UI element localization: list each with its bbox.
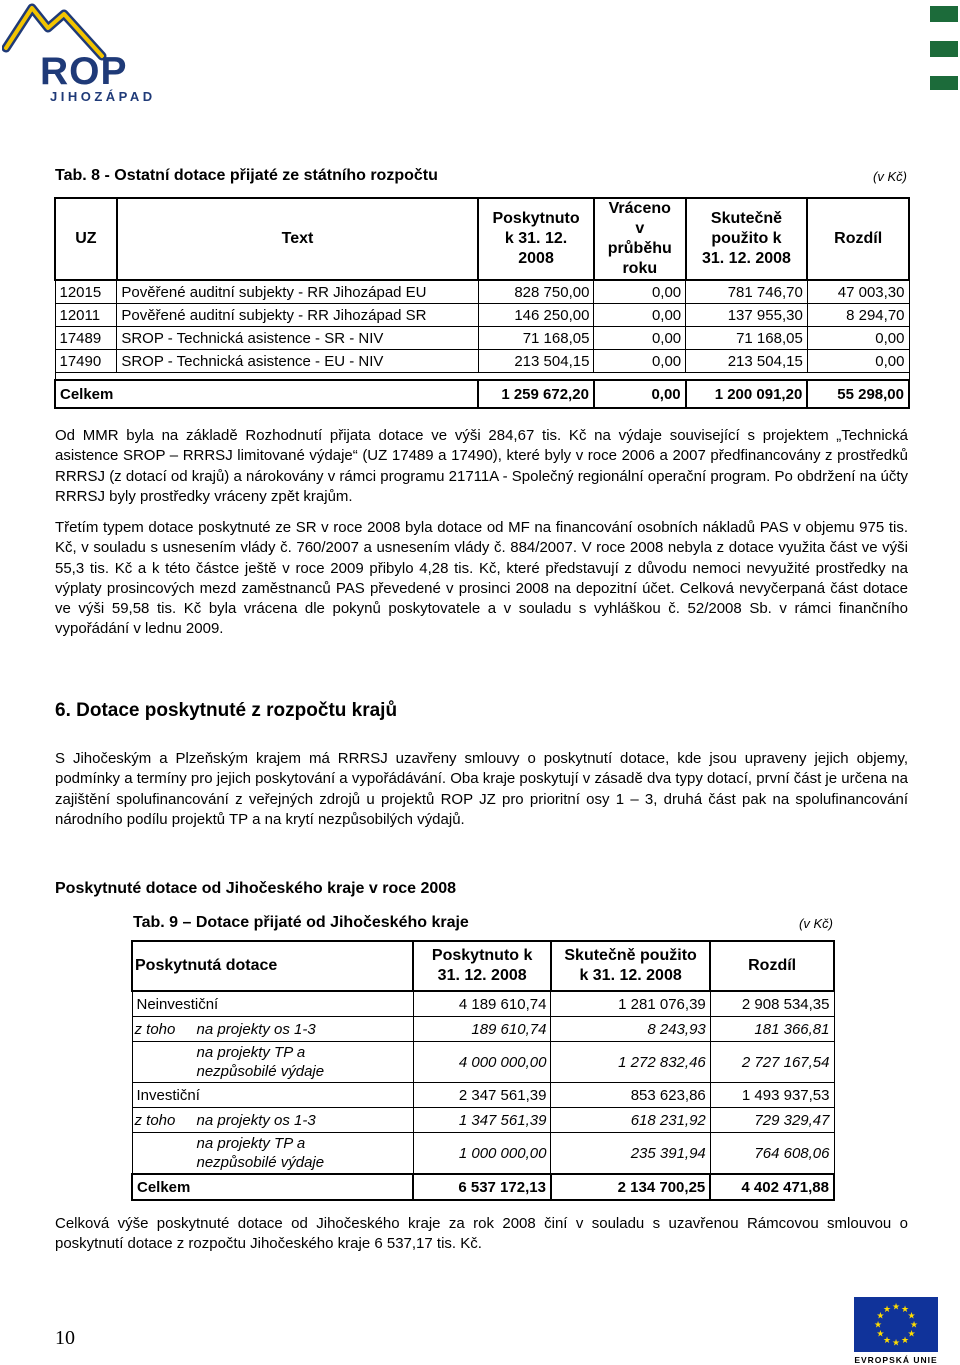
cell-label: na projekty TP a nezpůsobilé výdaje	[132, 1133, 413, 1175]
table8-header-poskytnuto: Poskytnuto k 31. 12. 2008	[478, 198, 594, 280]
paragraph-smlouvy-kraje: S Jihočeským a Plzeňským krajem má RRRSJ uzavřeny smlouvy o poskytnutí dotace, kde jsou upraveny jejich objemy, podmínky a termíny pro jejich poskytování a vypořádávání. Oba kraje poskytují v zásadě dva typy dotací, první část je určena na zajištění spolufinancování z veřejných zdrojů u projektů ROP JZ pro prioritní osy 1 – 3, druhá část pak na spolufinancování národního podílu projektů TP a na krytí nezpůsobilých výdajů.	[55, 750, 908, 828]
table9	[131, 940, 835, 1201]
table9-header-rozdil: Rozdíl	[710, 941, 834, 991]
table-row	[132, 1017, 834, 1042]
cell-text: SROP - Technická asistence - SR - NIV	[117, 327, 478, 350]
cell-vraceno: 0,00	[594, 350, 686, 373]
table8-caption	[55, 167, 907, 187]
table-row	[55, 350, 909, 373]
cell-rozdil: 47 003,30	[807, 280, 909, 304]
logo-text-rop: ROP	[40, 50, 128, 93]
table-row	[55, 304, 909, 327]
cell-poskytnuto: 4 000 000,00	[413, 1042, 551, 1083]
section-heading-6: 6. Dotace poskytnuté z rozpočtu krajů	[55, 700, 398, 721]
cell-poskytnuto: 4 189 610,74	[413, 991, 551, 1017]
total-vraceno: 0,00	[594, 380, 686, 408]
cell-rozdil: 729 329,47	[710, 1108, 834, 1133]
cell-poskytnuto: 146 250,00	[478, 304, 594, 327]
eu-star-icon: ★	[873, 1319, 883, 1330]
table-row	[55, 280, 909, 304]
table-row	[55, 327, 909, 350]
eu-logo	[854, 1297, 938, 1365]
total-rozdil: 4 402 471,88	[710, 1174, 834, 1200]
cell-vraceno: 0,00	[594, 280, 686, 304]
table9-unit: (v Kč)	[799, 916, 833, 931]
cell-text: SROP - Technická asistence - EU - NIV	[117, 350, 478, 373]
table8-header-rozdil: Rozdíl	[807, 198, 909, 280]
cell-rozdil: 2 908 534,35	[710, 991, 834, 1017]
table-row	[132, 991, 834, 1017]
cell-label: Investiční	[132, 1083, 413, 1108]
table8-header-row	[55, 198, 909, 280]
table8-spacer	[55, 373, 909, 381]
eu-star-icon: ★	[900, 1303, 910, 1314]
table8	[54, 197, 910, 409]
cell-pouzito: 235 391,94	[551, 1133, 710, 1175]
cell-label: na projekty TP a nezpůsobilé výdaje	[132, 1042, 413, 1083]
eu-star-icon: ★	[909, 1319, 919, 1330]
total-pouzito: 2 134 700,25	[551, 1174, 710, 1200]
cell-poskytnuto: 1 000 000,00	[413, 1133, 551, 1175]
cell-poskytnuto: 2 347 561,39	[413, 1083, 551, 1108]
paragraph-mf-dotace: Třetím typem dotace poskytnuté ze SR v roce 2008 byla dotace od MF na financování osobních nákladů PAS v objemu 975 tis. Kč, v souladu s usnesením vlády č. 760/2007 a usnesením vlády č. 884/2007. V roce 2008 nebyla z dotace využita část ve výši 55,3 tis. Kč a k této částce ještě v roce 2009 přibylo 4,28 tis. Kč, které představují z důvodu nemoci nevyužité prostředky na výplaty prosincových mezd zaměstnanců PAS převedené v prosinci 2008 na depozitní účet. Celková nevyčerpaná část dotace ve výši 59,58 tis. Kč byla vrácena dle pokynů poskytovatele a v souladu s vyhláškou č. 52/2008 Sb. v rámci finančního vypořádání v lednu 2009.	[55, 519, 908, 638]
eu-star-icon: ★	[876, 1328, 885, 1339]
cell-rozdil: 181 366,81	[710, 1017, 834, 1042]
cell-rozdil: 0,00	[807, 350, 909, 373]
corner-decoration	[930, 6, 958, 90]
table8-total-row	[55, 380, 909, 408]
table-row	[132, 1042, 834, 1083]
eu-star-icon: ★	[900, 1335, 910, 1346]
table8-header-vraceno: Vráceno v průběhu roku	[594, 198, 686, 280]
cell-label: z toho na projekty os 1-3	[132, 1017, 413, 1042]
table9-caption	[133, 914, 833, 934]
cell-rozdil: 2 727 167,54	[710, 1042, 834, 1083]
cell-rozdil: 8 294,70	[807, 304, 909, 327]
table-row	[132, 1133, 834, 1175]
table-row	[132, 1108, 834, 1133]
table8-header-skutecne: Skutečně použito k 31. 12. 2008	[686, 198, 808, 280]
paragraph-mmr-dotace: Od MMR byla na základě Rozhodnutí přijata dotace ve výši 284,67 tis. Kč na výdaje související s projektem „Technická asistence SROP – RRRSJ limitované výdaje“ (UZ 17489 a 17490), které byly v roce 2006 a 2007 předfinancovány z prostředků RRRSJ (z dotací od krajů) a nárokovány v rámci programu 21711A - Společný regionální operační program. Po obdržení na účty RRRSJ byly prostředky vráceny zpět krajům.	[55, 427, 908, 505]
cell-poskytnuto: 189 610,74	[413, 1017, 551, 1042]
cell-poskytnuto: 71 168,05	[478, 327, 594, 350]
cell-pouzito: 618 231,92	[551, 1108, 710, 1133]
cell-rozdil: 764 608,06	[710, 1133, 834, 1175]
cell-rozdil: 0,00	[807, 327, 909, 350]
table-row	[132, 1083, 834, 1108]
total-pouzito: 1 200 091,20	[686, 380, 808, 408]
total-rozdil: 55 298,00	[807, 380, 909, 408]
total-label: Celkem	[55, 380, 478, 408]
cell-pouzito: 1 281 076,39	[551, 991, 710, 1017]
cell-pouzito: 1 272 832,46	[551, 1042, 710, 1083]
cell-poskytnuto: 213 504,15	[478, 350, 594, 373]
cell-label: Neinvestiční	[132, 991, 413, 1017]
eu-star-icon: ★	[882, 1303, 892, 1314]
cell-vraceno: 0,00	[594, 304, 686, 327]
cell-uz: 17489	[55, 327, 117, 350]
cell-pouzito: 137 955,30	[686, 304, 808, 327]
total-label: Celkem	[132, 1174, 413, 1200]
cell-text: Pověřené auditní subjekty - RR Jihozápad EU	[117, 280, 478, 304]
table9-title: Tab. 9 – Dotace přijaté od Jihočeského kraje	[133, 914, 469, 931]
eu-star-icon: ★	[907, 1310, 916, 1321]
cell-text: Pověřené auditní subjekty - RR Jihozápad SR	[117, 304, 478, 327]
total-poskytnuto: 1 259 672,20	[478, 380, 594, 408]
eu-star-icon: ★	[876, 1310, 885, 1321]
cell-uz: 17490	[55, 350, 117, 373]
cell-vraceno: 0,00	[594, 327, 686, 350]
table8-header-text: Text	[117, 198, 478, 280]
page-number: 10	[55, 1327, 75, 1349]
table8-title: Tab. 8 - Ostatní dotace přijaté ze státního rozpočtu	[55, 167, 438, 184]
table8-unit: (v Kč)	[873, 169, 907, 184]
cell-uz: 12015	[55, 280, 117, 304]
eu-star-icon: ★	[891, 1301, 901, 1312]
logo-text-jihozapad: JIHOZÁPAD	[50, 89, 156, 104]
cell-poskytnuto: 1 347 561,39	[413, 1108, 551, 1133]
cell-pouzito: 213 504,15	[686, 350, 808, 373]
table9-header-row	[132, 941, 834, 991]
total-poskytnuto: 6 537 172,13	[413, 1174, 551, 1200]
table9-header-poskytnuto: Poskytnuto k 31. 12. 2008	[413, 941, 551, 991]
cell-rozdil: 1 493 937,53	[710, 1083, 834, 1108]
cell-pouzito: 71 168,05	[686, 327, 808, 350]
cell-pouzito: 8 243,93	[551, 1017, 710, 1042]
table8-header-uz: UZ	[55, 198, 117, 280]
eu-star-icon: ★	[907, 1328, 916, 1339]
table9-total-row	[132, 1174, 834, 1200]
rop-jihozapad-logo	[2, 2, 162, 106]
cell-pouzito: 781 746,70	[686, 280, 808, 304]
subheading-jihocesky-kraj: Poskytnuté dotace od Jihočeského kraje v roce 2008	[55, 880, 457, 897]
eu-star-icon: ★	[882, 1335, 892, 1346]
table9-header-dotace: Poskytnutá dotace	[132, 941, 413, 991]
eu-star-icon: ★	[891, 1337, 901, 1348]
cell-label: z toho na projekty os 1-3	[132, 1108, 413, 1133]
eu-label: EVROPSKÁ UNIE	[854, 1355, 938, 1365]
cell-uz: 12011	[55, 304, 117, 327]
table9-header-pouzito: Skutečně použito k 31. 12. 2008	[551, 941, 710, 991]
eu-flag-icon	[854, 1297, 938, 1352]
paragraph-celkova-vyse: Celková výše poskytnuté dotace od Jihočeského kraje za rok 2008 činí v souladu s uzavřenou Rámcovou smlouvou o poskytnutí dotace z rozpočtu Jihočeského kraje 6 537,17 tis. Kč.	[55, 1215, 908, 1253]
cell-poskytnuto: 828 750,00	[478, 280, 594, 304]
cell-pouzito: 853 623,86	[551, 1083, 710, 1108]
